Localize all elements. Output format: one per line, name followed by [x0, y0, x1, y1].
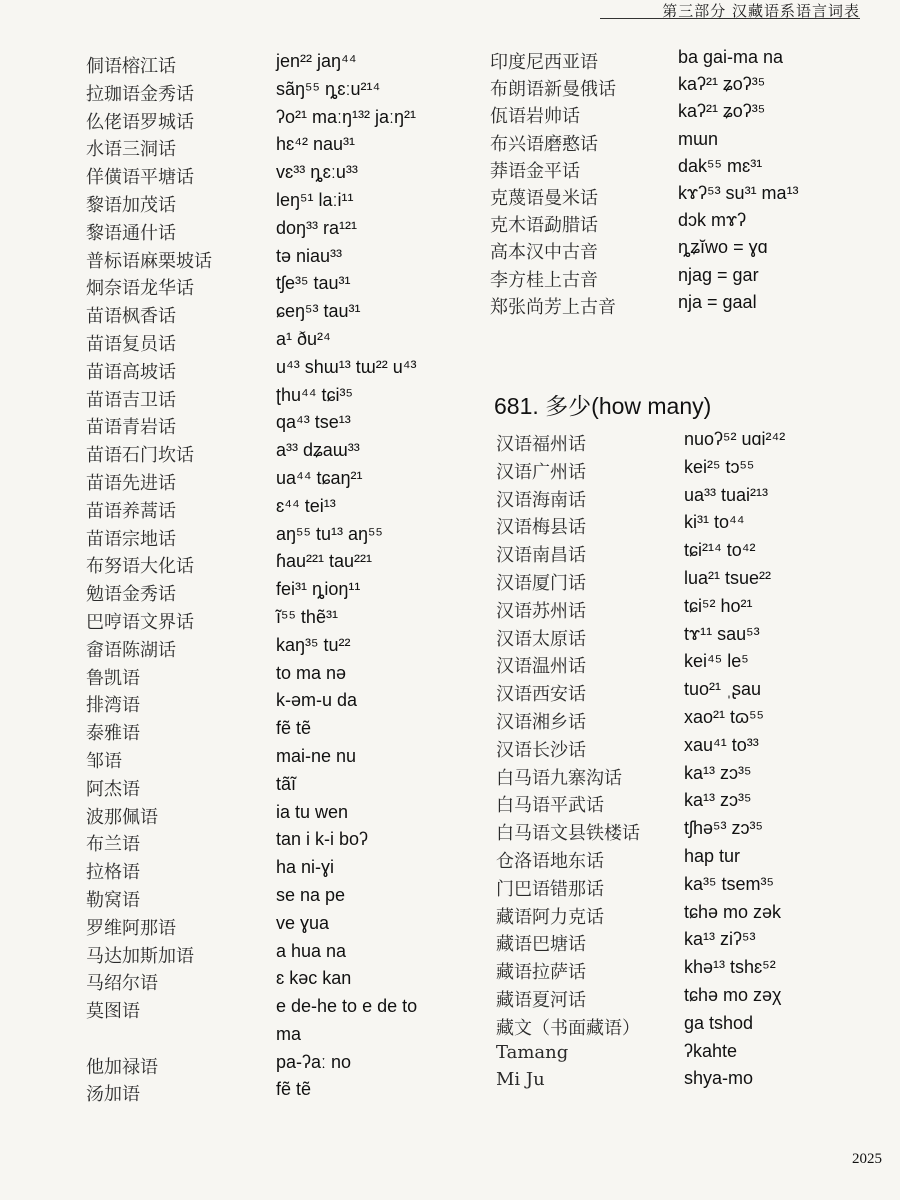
language-name: 布努语大化话: [86, 556, 194, 578]
language-name: 黎语加茂话: [86, 194, 176, 216]
word-form: e de-he to e de to: [276, 996, 418, 1017]
language-name: 侗语榕江话: [86, 56, 176, 77]
word-form: ĩ⁵⁵ thẽ³¹: [276, 606, 338, 627]
word-form: xao²¹ tɷ⁵⁵: [684, 706, 764, 727]
section-number-title: 681. 多少(how many): [494, 393, 712, 419]
word-form: sãŋ⁵⁵ ȵɛːu²¹⁴: [276, 78, 381, 99]
word-form: tɕi²¹⁴ to⁴²: [684, 540, 756, 561]
language-name: 他加禄语: [86, 1056, 158, 1078]
running-header: [600, 0, 860, 19]
language-name: 勉语金秀话: [86, 584, 176, 606]
language-name: 克蔑语曼米话: [490, 187, 598, 209]
word-form: ɛ kəc kan: [276, 968, 352, 989]
language-name: 拉格语: [86, 862, 140, 884]
language-name: 布兰语: [86, 834, 140, 856]
word-form: shya-mo: [684, 1068, 754, 1089]
language-name: 苗语养蒿话: [86, 500, 176, 522]
word-form: ha ni-ɣi: [276, 857, 335, 878]
language-name: 藏文（书面藏语）: [496, 1017, 640, 1039]
word-form: ka³⁵ tsem³⁵: [684, 873, 774, 894]
word-form: to ma nə: [276, 662, 347, 683]
language-name: 炯奈语龙华话: [86, 278, 194, 300]
language-name: 印度尼西亚语: [490, 52, 598, 73]
word-form: kaʔ²¹ ʑoʔ³⁵: [678, 74, 766, 95]
word-form: tãĩ: [276, 773, 297, 794]
language-name: 汉语海南话: [496, 489, 586, 511]
word-form: ʔkahte: [684, 1040, 738, 1061]
word-form: fẽ tẽ: [276, 1079, 312, 1100]
language-name: 李方桂上古音: [490, 269, 598, 291]
word-form: tuo²¹ ˌʂau: [684, 679, 762, 700]
word-form: mai-ne nu: [276, 745, 357, 766]
language-name: 汤加语: [86, 1084, 140, 1106]
language-name: 藏语巴塘话: [496, 934, 586, 956]
word-form: hɛ⁴² nau³¹: [276, 134, 356, 155]
word-form: a³³ dʑaɯ³³: [276, 440, 360, 461]
language-name: 马绍尔语: [86, 973, 158, 995]
language-name: 畲语陈湖话: [86, 639, 176, 661]
word-form: pa-ʔaː no: [276, 1051, 352, 1072]
word-form: aŋ⁵⁵ tu¹³ aŋ⁵⁵: [276, 523, 383, 544]
language-name: 汉语厦门话: [496, 572, 586, 594]
word-form: ga tshod: [684, 1012, 754, 1033]
word-form: k-əm-u da: [276, 690, 358, 711]
word-form: ka¹³ ziʔ⁵³: [684, 929, 756, 950]
language-name: 莫图语: [86, 1001, 140, 1023]
word-form: fẽ tẽ: [276, 718, 312, 739]
word-form: tə niau³³: [276, 245, 343, 266]
word-form: doŋ³³ ra¹²¹: [276, 217, 358, 238]
word-form: tɕhə mo zək: [684, 901, 782, 922]
language-name: 苗语先进话: [86, 472, 176, 494]
language-name: 仫佬语罗城话: [86, 111, 194, 133]
language-name: 白马语九寨沟话: [496, 767, 622, 789]
word-form: ia tu wen: [276, 801, 349, 822]
language-name: 藏语阿力克话: [496, 906, 604, 928]
word-form: lua²¹ tsue²²: [684, 567, 772, 588]
language-name: 普标语麻栗坡话: [86, 250, 212, 272]
word-form: tɕi⁵² ho²¹: [684, 595, 753, 616]
word-form: leŋ⁵¹ laːi¹¹: [276, 189, 354, 210]
language-name: 佯僙语平塘话: [86, 167, 194, 189]
word-form: a hua na: [276, 940, 347, 961]
word-form: ba gai-ma na: [678, 47, 784, 67]
language-name: 汉语南昌话: [496, 545, 586, 567]
word-form: tɕhə mo zəχ: [684, 984, 782, 1005]
language-name: 苗语吉卫话: [86, 389, 176, 411]
language-name: 布朗语新曼俄话: [490, 79, 616, 101]
word-form: nuoʔ⁵² uɑi²⁴²: [684, 429, 786, 449]
running-title: 第三部分 汉藏语系语言词表: [662, 2, 860, 20]
language-name: 水语三洞话: [86, 139, 176, 161]
word-form: ki³¹ to⁴⁴: [684, 512, 745, 533]
language-name: 布兴语磨憨话: [490, 133, 598, 155]
word-form: dak⁵⁵ mɛ³¹: [678, 155, 763, 176]
word-form: vɛ³³ ȵɛːu³³: [276, 162, 358, 183]
word-form: kaŋ³⁵ tu²²: [276, 634, 351, 655]
word-form: dɔk mɤʔ: [678, 210, 747, 231]
section-heading: [494, 388, 711, 421]
word-form: ɦau²²¹ tau²²¹: [276, 551, 373, 572]
language-name: 苗语石门坎话: [86, 445, 194, 467]
language-name: 苗语宗地话: [86, 528, 176, 550]
language-name: 汉语温州话: [496, 656, 586, 678]
language-name: 罗维阿那语: [86, 917, 176, 939]
word-form: ka¹³ zɔ³⁵: [684, 790, 752, 811]
language-name: 汉语福州话: [496, 434, 586, 455]
word-form: ɕeŋ⁵³ tau³¹: [276, 301, 361, 322]
word-form: ma: [276, 1023, 302, 1044]
word-form: kei²⁵ tɔ⁵⁵: [684, 456, 755, 477]
word-form: se na pe: [276, 884, 346, 905]
word-form: xau⁴¹ to³³: [684, 734, 759, 755]
word-form: ua⁴⁴ tɕaŋ²¹: [276, 467, 363, 488]
language-name: 汉语苏州话: [496, 600, 586, 622]
language-name: 苗语青岩话: [86, 417, 176, 439]
language-name: 黎语通什话: [86, 222, 176, 244]
word-form: kaʔ²¹ ʑoʔ³⁵: [678, 101, 766, 122]
word-form: a¹ ðu²⁴: [276, 328, 331, 349]
language-name: 拉珈语金秀话: [86, 83, 194, 105]
language-name: 高本汉中古音: [490, 242, 598, 264]
language-name: 白马语平武话: [496, 795, 604, 817]
language-name: 汉语太原话: [496, 628, 586, 650]
word-form: ʈhu⁴⁴ tɕi³⁵: [276, 384, 353, 405]
language-name: 藏语拉萨话: [496, 962, 586, 984]
language-name: 汉语广州话: [496, 461, 586, 483]
word-form: ka¹³ zɔ³⁵: [684, 762, 752, 783]
language-name: 波那佩语: [86, 806, 158, 828]
language-name: 汉语湘乡话: [496, 711, 586, 733]
language-name: 莽语金平话: [490, 160, 580, 182]
language-name: 苗语枫香话: [86, 306, 176, 328]
word-form: hap tur: [684, 845, 741, 866]
language-name: 苗语高坡话: [86, 361, 176, 383]
word-form: ɛ⁴⁴ tei¹³: [276, 495, 336, 516]
word-form: ve ɣua: [276, 912, 330, 933]
word-form: ʔo²¹ maːŋ¹³² jaːŋ²¹: [276, 106, 417, 127]
language-name: 泰雅语: [86, 723, 140, 745]
language-name: 佤语岩帅话: [490, 106, 580, 128]
language-name: 排湾语: [86, 695, 140, 717]
word-form: njag = gar: [678, 264, 759, 285]
word-form: kɤʔ⁵³ su³¹ ma¹³: [678, 182, 799, 203]
word-form: kei⁴⁵ le⁵: [684, 651, 749, 672]
language-name: Mi Ju: [496, 1069, 545, 1091]
word-form: tan i k-i boʔ: [276, 829, 369, 850]
language-name: 苗语复员话: [86, 333, 176, 355]
word-form: tʃe³⁵ tau³¹: [276, 273, 351, 294]
word-form: tɤ¹¹ sau⁵³: [684, 623, 760, 644]
word-form: ȵʑĭwo = ɣɑ: [678, 237, 768, 258]
language-name: 鲁凯语: [86, 667, 140, 689]
language-name: 克木语勐腊话: [490, 215, 598, 237]
word-form: fei³¹ ȵioŋ¹¹: [276, 579, 361, 600]
word-form: ua³³ tuai²¹³: [684, 484, 769, 505]
language-name: 白马语文县铁楼话: [496, 823, 640, 845]
language-name: 汉语长沙话: [496, 739, 586, 761]
language-name: 阿杰语: [86, 778, 140, 800]
language-name: 仓洛语地东话: [496, 850, 604, 872]
language-name: 汉语梅县话: [496, 517, 586, 539]
language-name: 勒窝语: [86, 889, 140, 911]
word-form: nja = gaal: [678, 291, 757, 312]
word-form: khə¹³ tshɛ⁵²: [684, 957, 776, 978]
word-form: u⁴³ shɯ¹³ tɯ²² u⁴³: [276, 356, 417, 377]
word-form: mɯn: [678, 128, 718, 149]
word-form: qa⁴³ tse¹³: [276, 412, 351, 433]
page-number: 2025: [852, 1151, 882, 1167]
language-name: 郑张尚芳上古音: [490, 296, 616, 318]
language-name: 邹语: [86, 750, 122, 772]
language-name: 马达加斯加语: [86, 945, 194, 967]
word-form: jen²² jaŋ⁴⁴: [276, 51, 357, 71]
word-form: tʃhə⁵³ zɔ³⁵: [684, 818, 763, 839]
language-name: 汉语西安话: [496, 684, 586, 706]
language-name: 巴哼语文界话: [86, 611, 194, 633]
language-name: 门巴语错那话: [496, 878, 604, 900]
language-name: 藏语夏河话: [496, 989, 586, 1011]
language-name: Tamang: [496, 1041, 569, 1063]
